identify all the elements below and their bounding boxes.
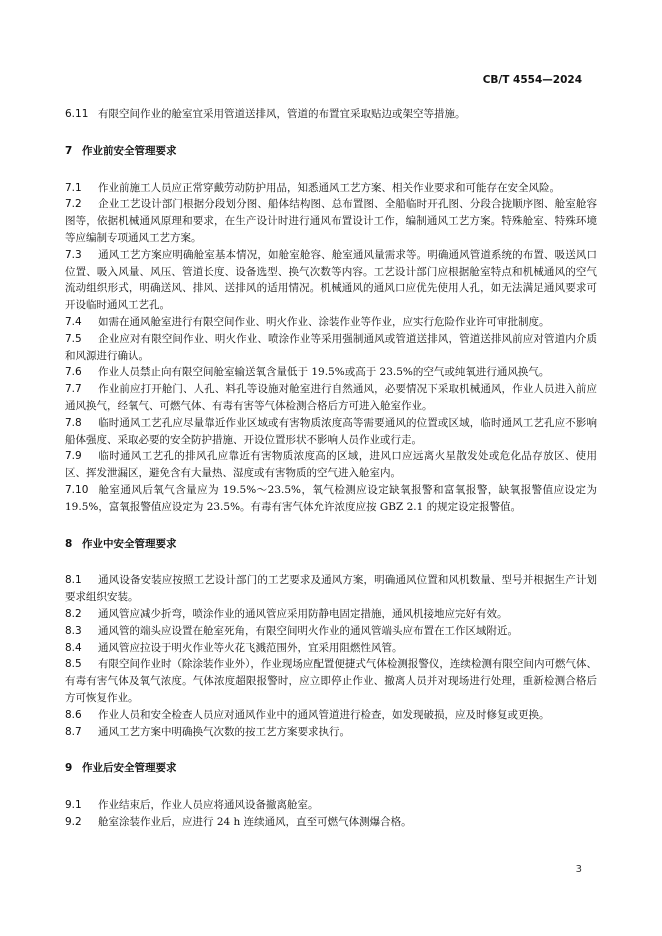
document-body bbox=[65, 106, 597, 831]
clause-number: 7.4 bbox=[65, 315, 82, 328]
section-number: 9 bbox=[65, 762, 73, 775]
clause-8-3 bbox=[65, 623, 597, 640]
clause-7-3 bbox=[65, 247, 597, 314]
clause-8-2 bbox=[65, 606, 597, 623]
clause-8-4 bbox=[65, 640, 597, 657]
clause-number: 8.1 bbox=[65, 574, 82, 587]
clause-7-7 bbox=[65, 381, 597, 415]
clause-number: 8.2 bbox=[65, 607, 82, 620]
section-heading-7 bbox=[65, 143, 597, 160]
clause-number: 9.2 bbox=[65, 815, 82, 828]
clause-number: 8.4 bbox=[65, 641, 82, 654]
clause-number: 7.9 bbox=[65, 450, 82, 463]
clause-text: 临时通风工艺孔应尽量靠近作业区域或有害物质浓度高等需要通风的位置或区域，临时通风工艺孔应不影响船体强度、采取必要的安全防护措施、开设位置形状不影响人员作业或行走。 bbox=[65, 416, 597, 446]
clause-text: 通风管的端头应设置在舱室死角，有限空间明火作业的通风管端头应布置在工作区域附近。 bbox=[98, 624, 518, 637]
clause-text: 有限空间作业的舱室宜采用管道送排风，管道的布置宜采取贴边或架空等措施。 bbox=[98, 108, 466, 120]
clause-text: 通风工艺方案应明确舱室基本情况，如舱室舱容、舱室通风量需求等。明确通风管道系统的布置、吸送风口位置、吸入风量、风压、管道长度、设备选型、换气次数等内容。工艺设计部门应根据舱室特点和机械通风的空气流动组织形式，明确送风、排风、送排风的适用情况。机械通风的通风口应优先使用人孔，如无法满足通风要求可开设临时通风工艺孔。 bbox=[65, 248, 597, 312]
clause-6-11 bbox=[65, 106, 597, 123]
clause-number: 7.2 bbox=[65, 198, 82, 211]
clause-number: 9.1 bbox=[65, 799, 82, 812]
clause-7-2 bbox=[65, 196, 597, 246]
clause-number: 7.1 bbox=[65, 181, 82, 194]
clause-text: 作业人员禁止向有限空间舱室输送氧含量低于 19.5%或高于 23.5%的空气或纯氧进行通风换气。 bbox=[98, 366, 550, 379]
clause-number: 8.7 bbox=[65, 725, 82, 738]
clause-text: 舱室通风后氧气含量应为 19.5%～23.5%，氧气检测应设定缺氧报警和富氧报警，缺氧报警值应设定为 19.5%，富氧报警值应设定为 23.5%。有毒有害气体允许浓度应按 GBZ 2.1 的规定设定报警值。 bbox=[65, 483, 597, 513]
clause-text: 企业应对有限空间作业、明火作业、喷涂作业等采用强制通风或管道送排风，管道送排风前应对管道内介质和风源进行确认。 bbox=[65, 332, 597, 362]
section-title: 作业后安全管理要求 bbox=[82, 762, 177, 775]
clause-number: 8.5 bbox=[65, 658, 82, 671]
section-heading-9 bbox=[65, 760, 597, 777]
clause-8-6 bbox=[65, 707, 597, 724]
clause-text: 有限空间作业时（除涂装作业外），作业现场应配置便捷式气体检测报警仪，连续检测有限空间内可燃气体、有毒有害气体及氧气浓度。气体浓度超限报警时，应立即停止作业、撤离人员并对现场进行处理，重新检测合格后方可恢复作业。 bbox=[65, 658, 597, 704]
clause-number: 7.3 bbox=[65, 248, 82, 261]
clause-7-6 bbox=[65, 364, 597, 381]
clause-7-1 bbox=[65, 180, 597, 197]
section-title: 作业中安全管理要求 bbox=[82, 537, 177, 550]
clause-text: 作业结束后，作业人员应将通风设备撤离舱室。 bbox=[98, 799, 319, 812]
clause-text: 作业前应打开舱门、人孔、料孔等设施对舱室进行自然通风，必要情况下采取机械通风，作业人员进入前应通风换气，经氧气、可燃气体、有毒有害等气体检测合格后方可进入舱室作业。 bbox=[65, 383, 597, 412]
clause-7-9 bbox=[65, 448, 597, 482]
document-code: CB/T 4554—2024 bbox=[482, 74, 582, 86]
clause-text: 作业前施工人员应正常穿戴劳动防护用品，知悉通风工艺方案、相关作业要求和可能存在安全风险。 bbox=[98, 181, 560, 194]
clause-9-2 bbox=[65, 814, 597, 831]
section-heading-8 bbox=[65, 536, 597, 553]
clause-text: 通风管应减少折弯，喷涂作业的通风管应采用防静电固定措施，通风机接地应完好有效。 bbox=[98, 607, 508, 620]
clause-8-7 bbox=[65, 724, 597, 741]
clause-text: 如需在通风舱室进行有限空间作业、明火作业、涂装作业等作业，应实行危险作业许可审批制度。 bbox=[98, 315, 550, 328]
clause-7-8 bbox=[65, 415, 597, 449]
clause-8-1 bbox=[65, 572, 597, 606]
section-title: 作业前安全管理要求 bbox=[82, 144, 177, 157]
clause-number: 7.5 bbox=[65, 332, 82, 345]
clause-text: 通风工艺方案中明确换气次数的按工艺方案要求执行。 bbox=[98, 725, 350, 738]
clause-number: 7.7 bbox=[65, 383, 82, 396]
clause-text: 企业工艺设计部门根据分段划分图、船体结构图、总布置图、全船临时开孔图、分段合拢顺序图、舱室舱容图等，依据机械通风原理和要求，在生产设计时进行通风布置设计工作，编制通风工艺方案。特殊舱室、特殊环境等应编制专项通风工艺方案。 bbox=[65, 198, 597, 244]
clause-9-1 bbox=[65, 797, 597, 814]
clause-7-5 bbox=[65, 331, 597, 365]
section-number: 7 bbox=[65, 144, 73, 157]
clause-8-5 bbox=[65, 656, 597, 706]
clause-7-4 bbox=[65, 314, 597, 331]
clause-number: 7.6 bbox=[65, 366, 82, 379]
clause-text: 通风管应拉设于明火作业等火花飞溅范围外，宜采用阻燃性风管。 bbox=[98, 641, 403, 654]
clause-number: 8.6 bbox=[65, 708, 82, 721]
page-number: 3 bbox=[575, 864, 582, 875]
clause-number: 8.3 bbox=[65, 624, 82, 637]
clause-7-10 bbox=[65, 482, 597, 516]
clause-text: 临时通风工艺孔的排风孔应靠近有害物质浓度高的区域，进风口应远离火星散发处或危化品存放区、使用区、挥发泄漏区，避免含有大量热、湿度或有害物质的空气进入舱室内。 bbox=[65, 450, 597, 480]
clause-number: 7.8 bbox=[65, 416, 82, 429]
clause-number: 7.10 bbox=[65, 483, 89, 496]
clause-text: 作业人员和安全检查人员应对通风作业中的通风管道进行检查，如发现破损，应及时修复或更换。 bbox=[98, 708, 550, 721]
clause-text: 舱室涂装作业后，应进行 24 h 连续通风，直至可燃气体测爆合格。 bbox=[98, 815, 412, 828]
clause-text: 通风设备安装应按照工艺设计部门的工艺要求及通风方案，明确通风位置和风机数量、型号并根据生产计划要求组织安装。 bbox=[65, 574, 597, 604]
clause-number: 6.11 bbox=[65, 108, 89, 120]
section-number: 8 bbox=[65, 537, 73, 550]
